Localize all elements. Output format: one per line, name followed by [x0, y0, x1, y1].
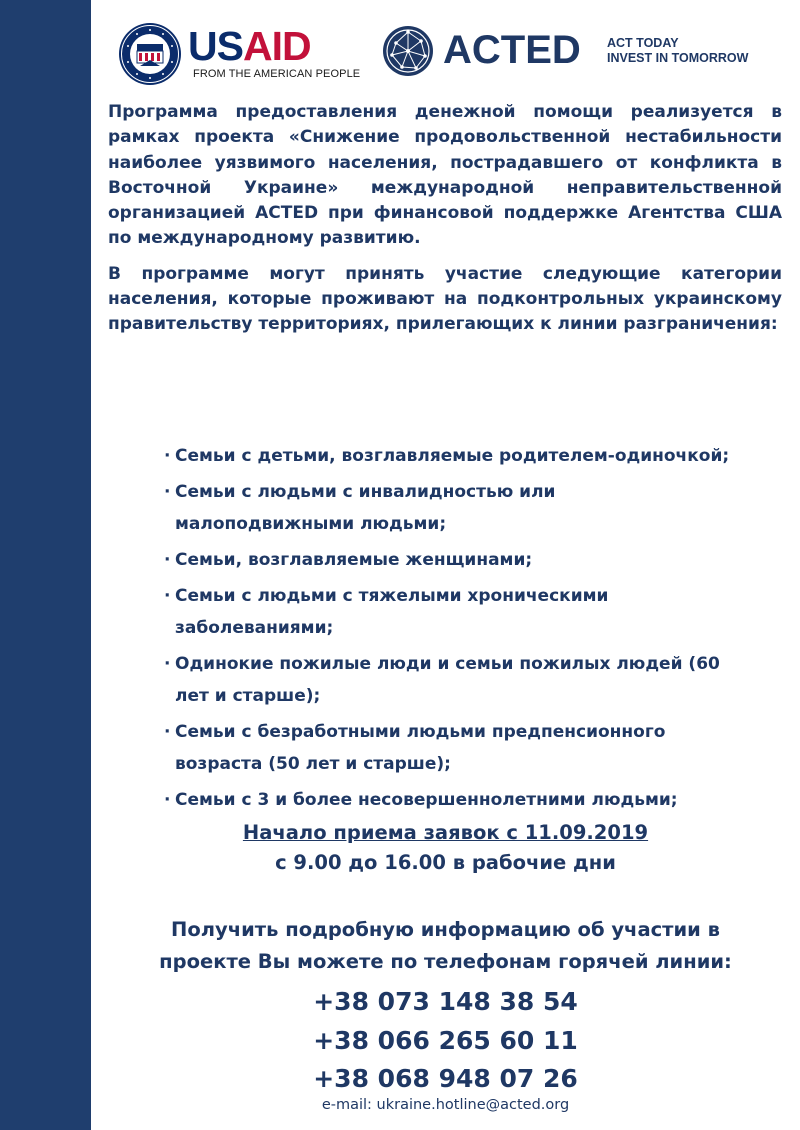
hotline-info-line2: проекте Вы можете по телефонам горячей линии:: [159, 950, 732, 973]
working-hours: с 9.00 до 16.00 в рабочие дни: [275, 851, 616, 874]
bullet-marker: ·: [164, 790, 171, 810]
bullet-marker: ·: [164, 550, 171, 570]
acted-slogan-line1: ACT TODAY: [607, 36, 679, 50]
eligibility-intro: В программе могут принять участие следующие категории населения, которые проживают на подконтрольных украинскому правительству территориях, прилегающих к линии разграничения:: [108, 263, 782, 335]
hotline-info: [91, 914, 800, 978]
bullet-marker: ·: [164, 482, 171, 502]
list-item: · Семьи, возглавляемые женщинами;: [164, 544, 784, 576]
phone-number: +38 073 148 38 54: [313, 987, 578, 1016]
acted-slogan-line2: INVEST IN TOMORROW: [607, 51, 749, 65]
list-item: · Семьи с 3 и более несовершеннолетними людьми;: [164, 784, 784, 816]
program-description: Программа предоставления денежной помощи реализуется в рамках проекта «Снижение продовольственной нестабильности наиболее уязвимого населения, пострадавшего от конфликта в Восточной Украине» международной неправительственной организацией ACTED при финансовой поддержке Агентства США по международному развитию.: [108, 102, 782, 249]
bullet-marker: ·: [164, 586, 171, 606]
phone-number: +38 066 265 60 11: [313, 1025, 578, 1055]
usaid-tagline: FROM THE AMERICAN PEOPLE: [193, 68, 361, 80]
acted-wordmark: ACTED: [443, 28, 581, 72]
header-logos: [116, 22, 786, 86]
list-item: · Семьи с детьми, возглавляемые родителем-одиночкой;: [164, 440, 784, 472]
acted-slogan: [607, 36, 748, 66]
usaid-seal-icon: [118, 22, 182, 86]
bullet-marker: ·: [164, 654, 171, 674]
hotline-phones: [91, 983, 800, 1099]
list-item: · Одинокие пожилые люди и семьи пожилых людей (60 лет и старше);: [164, 648, 784, 712]
bullet-marker: ·: [164, 446, 171, 466]
application-schedule: [91, 818, 800, 878]
intro-text: [108, 100, 782, 348]
list-item: · Семьи с людьми с тяжелыми хроническими заболеваниями;: [164, 580, 784, 644]
bullet-marker: ·: [164, 722, 171, 742]
list-item: · Семьи с безработными людьми предпенсионного возраста (50 лет и старше);: [164, 716, 784, 780]
list-item: · Семьи с людьми с инвалидностью или малоподвижными людьми;: [164, 476, 784, 540]
phone-number: +38 068 948 07 26: [313, 1064, 578, 1093]
hotline-info-line1: Получить подробную информацию об участии в: [171, 918, 720, 941]
contact-email: e-mail: ukraine.hotline@acted.org: [321, 1097, 570, 1113]
eligible-categories-list: [164, 440, 784, 820]
usaid-wordmark: USAID: [188, 23, 311, 69]
application-start-date: Начало приема заявок с 11.09.2019: [242, 821, 649, 844]
left-sidebar-band: [0, 0, 91, 1130]
acted-globe-icon: [382, 25, 434, 77]
